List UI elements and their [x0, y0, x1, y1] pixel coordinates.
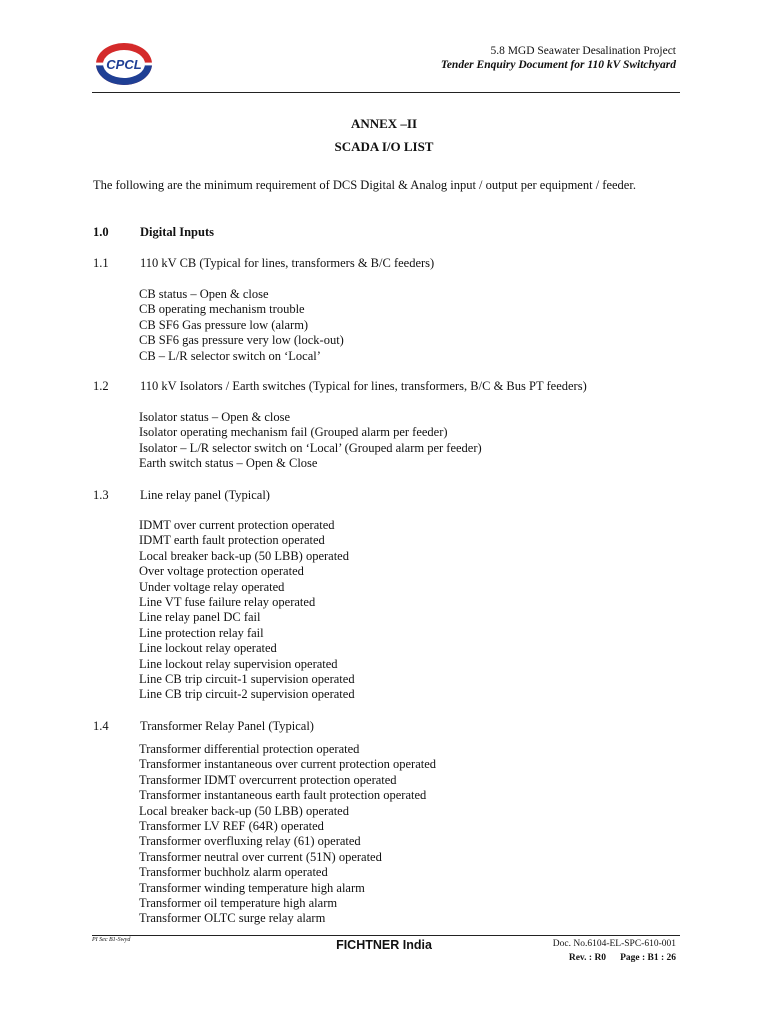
subsection-number: 1.4 [93, 719, 109, 733]
subsection-number: 1.2 [93, 379, 109, 393]
footer-divider [92, 935, 680, 936]
list-item: Transformer winding temperature high alarm [139, 880, 365, 895]
logo-text: CPCL [106, 57, 142, 72]
subsection-title: Line relay panel (Typical) [140, 488, 270, 502]
list-item: Local breaker back-up (50 LBB) operated [139, 548, 349, 563]
list-item: Line VT fuse failure relay operated [139, 595, 316, 609]
intro-paragraph: The following are the minimum requirement of DCS Digital & Analog input / output per equipment / feeder. [93, 178, 636, 192]
list-item: Isolator – L/R selector switch on ‘Local’ (Grouped alarm per feeder) [139, 440, 482, 455]
subsection-number: 1.1 [93, 256, 109, 270]
list-item: IDMT earth fault protection operated [139, 533, 325, 548]
list-item: CB – L/R selector switch on ‘Local’ [139, 348, 321, 363]
list-item: Line relay panel DC fail [139, 610, 261, 625]
company-logo [92, 40, 156, 88]
footer-doc-number: Doc. No.6104-EL-SPC-610-001 [552, 939, 676, 949]
list-item: Line lockout relay supervision operated [139, 656, 338, 671]
list-item: IDMT over current protection operated [139, 518, 335, 532]
list-item: Isolator operating mechanism fail (Grouped alarm per feeder) [139, 425, 448, 440]
list-item: Transformer IDMT overcurrent protection operated [139, 772, 397, 787]
list-item: Local breaker back-up (50 LBB) operated [139, 803, 349, 818]
subsection-title: 110 kV Isolators / Earth switches (Typical for lines, transformers, B/C & Bus PT feeders) [140, 379, 587, 393]
list-item: Over voltage protection operated [139, 564, 304, 579]
footer-file-note: PI Sec B1-Swyd [92, 937, 131, 943]
list-item: Transformer LV REF (64R) operated [139, 819, 324, 833]
footer-company: FICHTNER India [336, 938, 432, 952]
list-item: Transformer OLTC surge relay alarm [139, 911, 326, 926]
header-project: 5.8 MGD Seawater Desalination Project [490, 45, 676, 57]
list-item: Transformer overfluxing relay (61) operated [139, 834, 361, 849]
list-item: Line lockout relay operated [139, 641, 277, 656]
list-item: Transformer buchholz alarm operated [139, 865, 328, 880]
list-item: Line CB trip circuit-2 supervision operated [139, 687, 355, 702]
header-document-title: Tender Enquiry Document for 110 kV Switchyard [440, 59, 676, 71]
subsection-number: 1.3 [93, 488, 109, 502]
list-item: Transformer oil temperature high alarm [139, 896, 338, 910]
list-item: Earth switch status – Open & Close [139, 456, 318, 471]
list-item: CB status – Open & close [139, 287, 269, 301]
list-item: Line protection relay fail [139, 625, 264, 640]
footer-page-number: Page : B1 : 26 [620, 953, 676, 963]
header-divider [92, 92, 680, 93]
list-title: SCADA I/O LIST [334, 139, 434, 154]
section-number: 1.0 [93, 225, 109, 239]
footer-revision-page [569, 953, 676, 963]
list-item: CB SF6 Gas pressure low (alarm) [139, 317, 309, 332]
list-item: Transformer instantaneous over current protection operated [139, 757, 437, 772]
list-item: CB SF6 gas pressure very low (lock-out) [139, 333, 344, 348]
list-item: Under voltage relay operated [139, 579, 285, 594]
list-item: Isolator status – Open & close [139, 410, 291, 424]
list-item: Line CB trip circuit-1 supervision operated [139, 672, 355, 686]
list-item: Transformer differential protection operated [139, 742, 360, 756]
list-item: CB operating mechanism trouble [139, 302, 305, 317]
list-item: Transformer neutral over current (51N) operated [139, 849, 382, 864]
subsection-title: Transformer Relay Panel (Typical) [140, 719, 314, 733]
section-title: Digital Inputs [140, 225, 214, 239]
footer-revision: Rev. : R0 [568, 953, 607, 963]
subsection-title: 110 kV CB (Typical for lines, transformers & B/C feeders) [140, 256, 435, 270]
list-item: Transformer instantaneous earth fault protection operated [139, 788, 427, 803]
annex-title: ANNEX –II [350, 116, 418, 131]
